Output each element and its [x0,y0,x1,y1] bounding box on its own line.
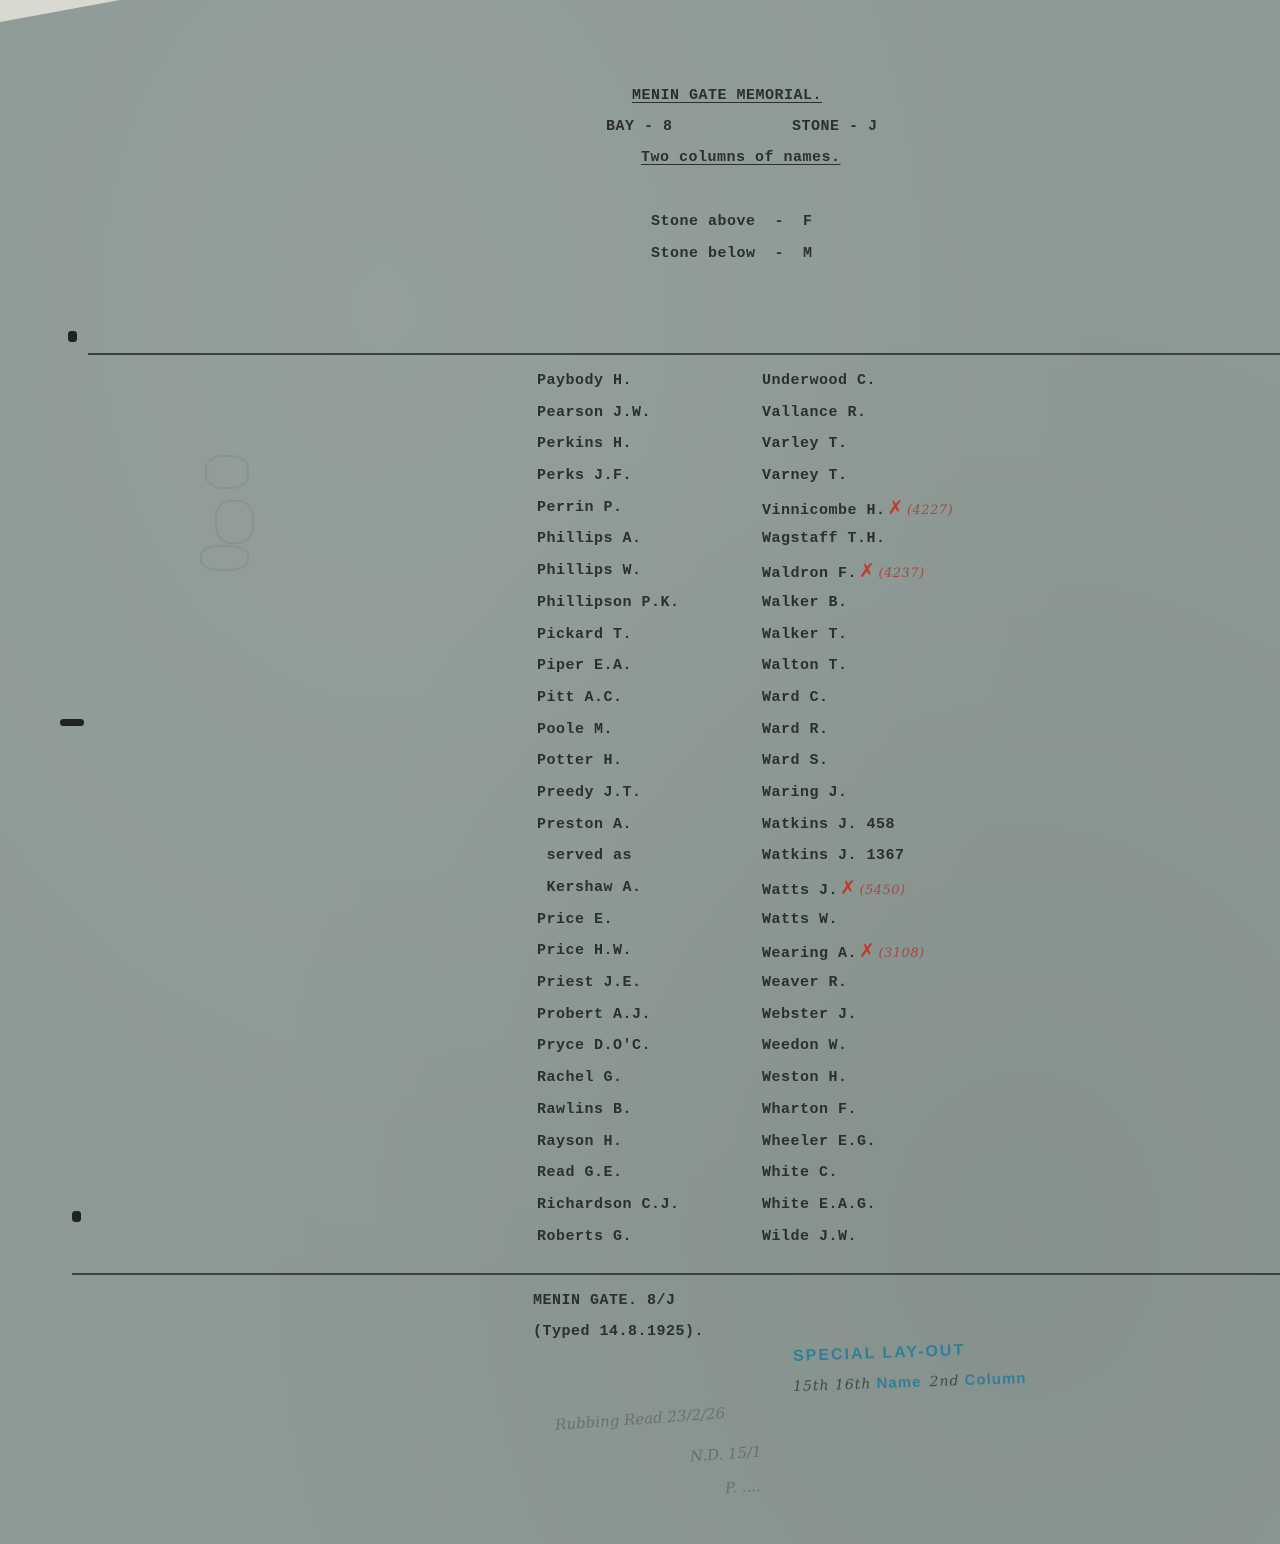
name-text: Wharton F. [762,1100,858,1118]
name-entry [762,971,953,1003]
red-cross-mark: ✗ [887,496,904,519]
name-entry [762,654,953,686]
name-entry: Phillipson P.K. [537,593,680,611]
handwritten-ordinals: 15th 16th [792,1376,872,1396]
stamp-second-line [790,1370,1027,1395]
name-entry [762,718,953,750]
handwritten-number: (4237) [878,566,925,582]
name-text: White E.A.G. [762,1195,877,1213]
name-entry: Pickard T. [537,625,633,643]
name-entry: Roberts G. [537,1227,633,1245]
name-entry: Pryce D.O'C. [537,1037,652,1055]
name-text: Wagstaff T.H. [762,530,886,548]
name-entry: Potter H. [537,752,623,770]
bottom-divider [72,1273,1280,1275]
name-text: Ward R. [762,720,829,738]
name-entry: served as [537,847,633,865]
name-text: Ward S. [762,752,829,770]
name-text: Walker B. [762,593,848,611]
name-text: Ward C. [762,688,829,706]
name-entry [762,527,953,559]
faint-stamp-mark [200,545,249,571]
red-cross-mark: ✗ [859,560,876,583]
name-entry [762,749,953,781]
name-text: Weston H. [762,1069,848,1087]
name-entry [762,464,953,496]
document-title: MENIN GATE MEMORIAL. [632,87,823,104]
bay-label: BAY - 8 [606,118,673,135]
name-entry [762,1193,953,1225]
stone-above-label: Stone above - F [651,213,813,230]
name-entry [762,591,953,623]
name-entry: Paybody H. [537,372,633,389]
name-entry [762,496,953,528]
name-entry [762,1225,953,1257]
name-text: Wilde J.W. [762,1227,858,1245]
red-cross-mark: ✗ [859,940,876,963]
name-text: Vallance R. [762,403,867,421]
name-entry [762,781,953,813]
name-text: Watkins J. 1367 [762,847,905,865]
name-entry [762,939,953,971]
footer-typed-date: (Typed 14.8.1925). [533,1323,705,1340]
name-entry: Phillips W. [537,562,642,580]
document-subtitle: Two columns of names. [641,149,841,166]
handwritten-ordinal: 2nd [929,1373,960,1391]
name-entry: Piper E.A. [537,657,633,675]
name-text: Varley T. [762,435,848,453]
name-text: Wearing A. [762,945,858,963]
name-column-right [762,369,953,1256]
name-text: Walker T. [762,625,848,643]
name-entry: Price H.W. [537,942,633,960]
name-text: Weaver R. [762,974,848,992]
top-divider [88,353,1280,355]
name-text: Varney T. [762,467,848,485]
name-entry: Poole M. [537,720,614,738]
special-layout-stamp: SPECIAL LAY-OUT [792,1341,966,1366]
name-entry [762,876,953,908]
name-entry: Priest J.E. [537,974,642,992]
name-entry [762,623,953,655]
name-entry [762,1034,953,1066]
name-text: Underwood C. [762,372,877,389]
punch-hole [72,1211,81,1222]
punch-hole [68,331,77,342]
stamp-word-column: Column [964,1369,1027,1390]
name-entry: Rachel G. [537,1069,623,1087]
name-entry: Price E. [537,910,614,928]
name-text: Weedon W. [762,1037,848,1055]
name-text: White C. [762,1164,839,1182]
punch-hole [60,719,84,726]
name-entry: Preedy J.T. [537,783,642,801]
name-entry: Perks J.F. [537,467,633,485]
name-entry: Pearson J.W. [537,403,652,421]
handwritten-number: (3108) [878,946,925,962]
name-entry [762,369,953,401]
name-text: Wheeler E.G. [762,1132,877,1150]
name-entry: Read G.E. [537,1164,623,1182]
footer-reference: MENIN GATE. 8/J [533,1292,676,1309]
name-entry [762,432,953,464]
name-text: Watts J. [762,882,839,899]
pencil-note: N.D. 15/1 [689,1442,763,1466]
stone-below-label: Stone below - M [651,245,813,262]
faint-stamp-mark [205,455,249,489]
name-text: Watts W. [762,910,839,928]
name-entry [762,844,953,876]
name-entry: Preston A. [537,815,633,833]
name-entry: Probert A.J. [537,1005,652,1023]
name-entry: Phillips A. [537,530,642,548]
handwritten-number: (4227) [906,502,954,518]
stone-label: STONE - J [792,118,878,135]
name-entry [762,1098,953,1130]
name-entry: Perrin P. [537,498,623,516]
name-entry [762,1003,953,1035]
name-entry: Kershaw A. [537,879,642,896]
name-entry [762,1066,953,1098]
red-cross-mark: ✗ [840,877,857,899]
name-entry: Rawlins B. [537,1100,633,1118]
torn-corner [0,0,120,22]
name-text: Walton T. [762,657,848,675]
name-entry: Perkins H. [537,435,633,453]
faint-stamp-mark [215,500,254,544]
pencil-note: Rubbing Read 23/2/26 [554,1404,726,1434]
name-text: Vinnicombe H. [762,501,886,519]
name-entry: Richardson C.J. [537,1195,680,1213]
name-entry: Pitt A.C. [537,688,623,706]
stamp-word-name: Name [876,1373,922,1393]
name-entry [762,1161,953,1193]
name-text: Waring J. [762,783,848,801]
name-text: Watkins J. 458 [762,815,896,833]
name-entry [762,686,953,718]
name-entry [762,1130,953,1162]
name-entry [762,813,953,845]
name-column-left [537,369,680,1256]
name-entry [762,401,953,433]
name-entry [762,559,953,591]
name-entry [762,908,953,940]
pencil-note: P. .... [724,1476,762,1498]
name-text: Waldron F. [762,565,858,583]
name-text: Webster J. [762,1005,858,1023]
name-entry: Rayson H. [537,1132,623,1150]
handwritten-number: (5450) [859,883,906,898]
